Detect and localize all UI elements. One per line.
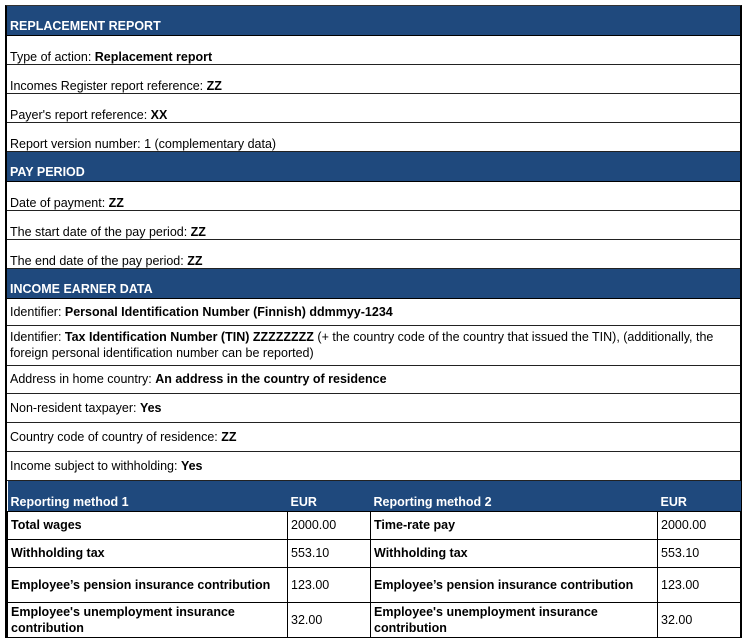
cell-amount: 2000.00 <box>658 511 741 539</box>
label: Date of payment: <box>10 196 109 210</box>
cell-amount: 32.00 <box>658 602 741 637</box>
cell-label: Employee’s pension insurance contribution <box>8 567 288 602</box>
label: Payer's report reference: <box>10 108 151 122</box>
value: Yes <box>139 401 162 415</box>
value: An address in the country of residence <box>155 372 387 386</box>
value: Yes <box>180 459 203 473</box>
label: Identifier: <box>10 305 65 319</box>
value: Personal Identification Number (Finnish) ddmmyy-1234 <box>64 305 393 319</box>
label: Non-resident taxpayer: <box>10 401 140 415</box>
table-row <box>8 539 741 567</box>
row-payer-reference <box>7 94 740 123</box>
table-row <box>8 602 741 637</box>
section-header-replacement-report: REPLACEMENT REPORT <box>7 6 740 36</box>
row-non-resident <box>7 394 740 423</box>
cell-label: Employee’s pension insurance contribution <box>371 567 658 602</box>
value: ZZ <box>108 196 124 210</box>
value: Tax Identification Number (TIN) ZZZZZZZZ <box>64 330 314 344</box>
header-eur-2: EUR <box>658 481 741 511</box>
row-end-date <box>7 240 740 269</box>
header-reporting-method-1: Reporting method 1 <box>8 481 288 511</box>
label: Identifier: <box>10 330 65 344</box>
row-report-version <box>7 123 740 152</box>
header-reporting-method-2: Reporting method 2 <box>371 481 658 511</box>
row-country-code <box>7 423 740 452</box>
row-incomes-register-reference <box>7 65 740 94</box>
cell-label: Employee's unemployment insurance contribution <box>371 602 658 637</box>
label: Income subject to withholding: <box>10 459 181 473</box>
value: ZZ <box>190 225 206 239</box>
section-header-pay-period: PAY PERIOD <box>7 152 740 182</box>
row-identifier-tin <box>7 326 740 366</box>
value: ZZ <box>187 254 203 268</box>
value: ZZ <box>206 79 222 93</box>
row-identifier-pin <box>7 299 740 326</box>
label: The end date of the pay period: <box>10 254 188 268</box>
value: Replacement report <box>94 50 213 64</box>
label: Country code of country of residence: <box>10 430 222 444</box>
value: ZZ <box>221 430 237 444</box>
row-start-date <box>7 211 740 240</box>
label: Incomes Register report reference: <box>10 79 207 93</box>
cell-label: Withholding tax <box>371 539 658 567</box>
table-row <box>8 567 741 602</box>
suffix: (+ the country code of the country that issued the TIN), (additionally, the foreign personal identification number can be reported) <box>10 330 714 360</box>
row-type-of-action <box>7 36 740 65</box>
cell-label: Time-rate pay <box>371 511 658 539</box>
header-eur-1: EUR <box>288 481 371 511</box>
label: Address in home country: <box>10 372 156 386</box>
cell-label: Withholding tax <box>8 539 288 567</box>
label: The start date of the pay period: <box>10 225 191 239</box>
report-document <box>5 5 742 638</box>
row-address <box>7 366 740 394</box>
label: Report version number: 1 (complementary data) <box>10 137 277 151</box>
cell-amount: 553.10 <box>288 539 371 567</box>
value: XX <box>150 108 168 122</box>
cell-amount: 32.00 <box>288 602 371 637</box>
cell-amount: 553.10 <box>658 539 741 567</box>
section-header-income-earner-data: INCOME EARNER DATA <box>7 269 740 299</box>
cell-amount: 123.00 <box>658 567 741 602</box>
reporting-methods-table <box>7 481 741 638</box>
cell-label: Total wages <box>8 511 288 539</box>
row-income-withholding <box>7 452 740 481</box>
cell-amount: 123.00 <box>288 567 371 602</box>
label: Type of action: <box>10 50 95 64</box>
table-row <box>8 511 741 539</box>
row-date-of-payment <box>7 182 740 211</box>
cell-label: Employee's unemployment insurance contribution <box>8 602 288 637</box>
cell-amount: 2000.00 <box>288 511 371 539</box>
